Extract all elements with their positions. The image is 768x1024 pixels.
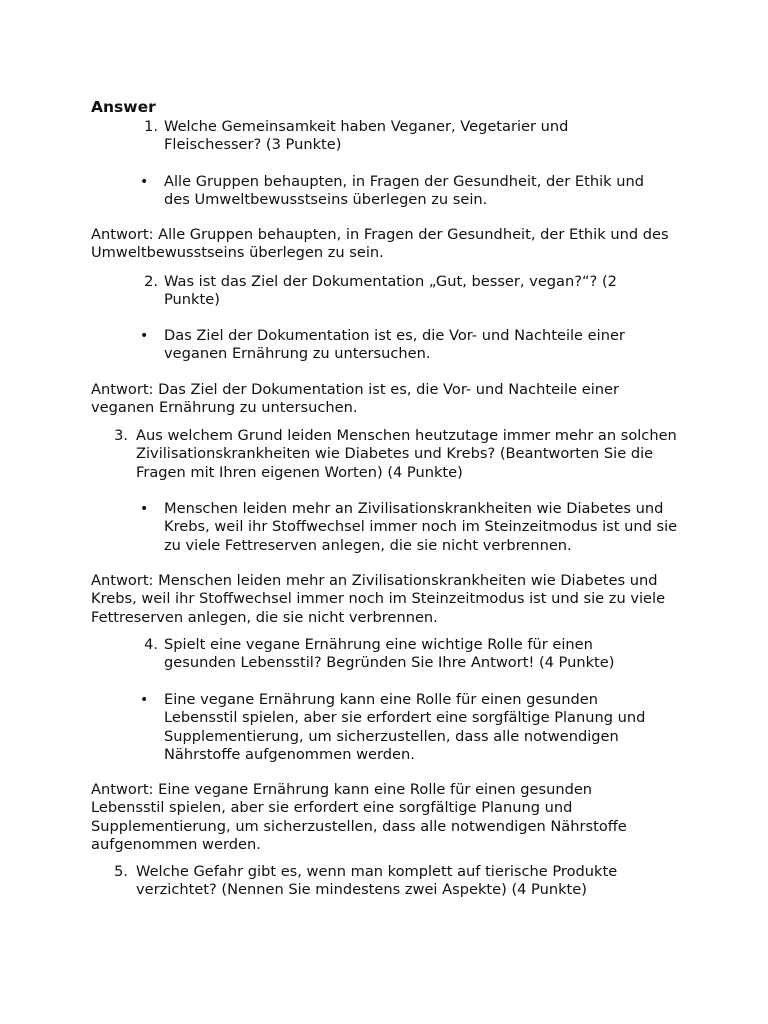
answer-1: Antwort: Alle Gruppen behaupten, in Fragen der Gesundheit, der Ethik und des Umweltbewusstseins überlegen zu sein.: [91, 226, 669, 262]
question-text: Was ist das Ziel der Dokumentation „Gut, besser, vegan?“? (2 Punkte): [164, 273, 617, 309]
bullet-dot: •: [140, 692, 149, 708]
question-number: 2.: [144, 273, 158, 290]
bullet-text: Das Ziel der Dokumentation ist es, die Vor- und Nachteile einer veganen Ernährung zu untersuchen.: [164, 327, 625, 363]
question-text: Spielt eine vegane Ernährung eine wichtige Rolle für einen gesunden Lebensstil? Begründen Sie Ihre Antwort! (4 Punkte): [164, 636, 615, 672]
bullet-dot: •: [140, 501, 149, 517]
bullet-dot: •: [140, 174, 149, 190]
bullet-dot: •: [140, 328, 149, 344]
question-text: Welche Gefahr gibt es, wenn man komplett auf tierische Produkte verzichtet? (Nennen Sie mindestens zwei Aspekte) (4 Punkte): [136, 863, 618, 899]
question-text: Aus welchem Grund leiden Menschen heutzutage immer mehr an solchen Zivilisationskrankheiten wie Diabetes und Krebs? (Beantworten Sie die Fragen mit Ihren eigenen Worten) (4 Punkte): [136, 427, 677, 481]
question-text: Welche Gemeinsamkeit haben Veganer, Vegetarier und Fleischesser? (3 Punkte): [164, 118, 569, 154]
bullet-text: Alle Gruppen behaupten, in Fragen der Gesundheit, der Ethik und des Umweltbewusstseins überlegen zu sein.: [164, 173, 644, 209]
question-number: 5.: [114, 863, 128, 880]
page-heading: Answer: [91, 98, 156, 116]
question-number: 1.: [144, 118, 158, 135]
question-number: 3.: [114, 427, 128, 444]
answer-3: Antwort: Menschen leiden mehr an Zivilisationskrankheiten wie Diabetes und Krebs, weil ihr Stoffwechsel immer noch im Steinzeitmodus ist und sie zu viele Fettreserven anlegen, die sie nicht verbrennen.: [91, 572, 666, 626]
answer-4: Antwort: Eine vegane Ernährung kann eine Rolle für einen gesunden Lebensstil spielen, aber sie erfordert eine sorgfältige Planung und Supplementierung, um sicherzustellen, dass alle notwendigen Nährstoffe aufgenommen werden.: [91, 781, 627, 853]
question-number: 4.: [144, 636, 158, 653]
answer-2: Antwort: Das Ziel der Dokumentation ist es, die Vor- und Nachteile einer veganen Ernährung zu untersuchen.: [91, 381, 620, 417]
bullet-text: Eine vegane Ernährung kann eine Rolle für einen gesunden Lebensstil spielen, aber sie erfordert eine sorgfältige Planung und Supplementierung, um sicherzustellen, dass alle notwendigen Nährstoffe aufgenommen werden.: [164, 691, 646, 763]
bullet-text: Menschen leiden mehr an Zivilisationskrankheiten wie Diabetes und Krebs, weil ihr Stoffwechsel immer noch im Steinzeitmodus ist und sie zu viele Fettreserven anlegen, die sie nicht verbrennen.: [164, 500, 678, 554]
